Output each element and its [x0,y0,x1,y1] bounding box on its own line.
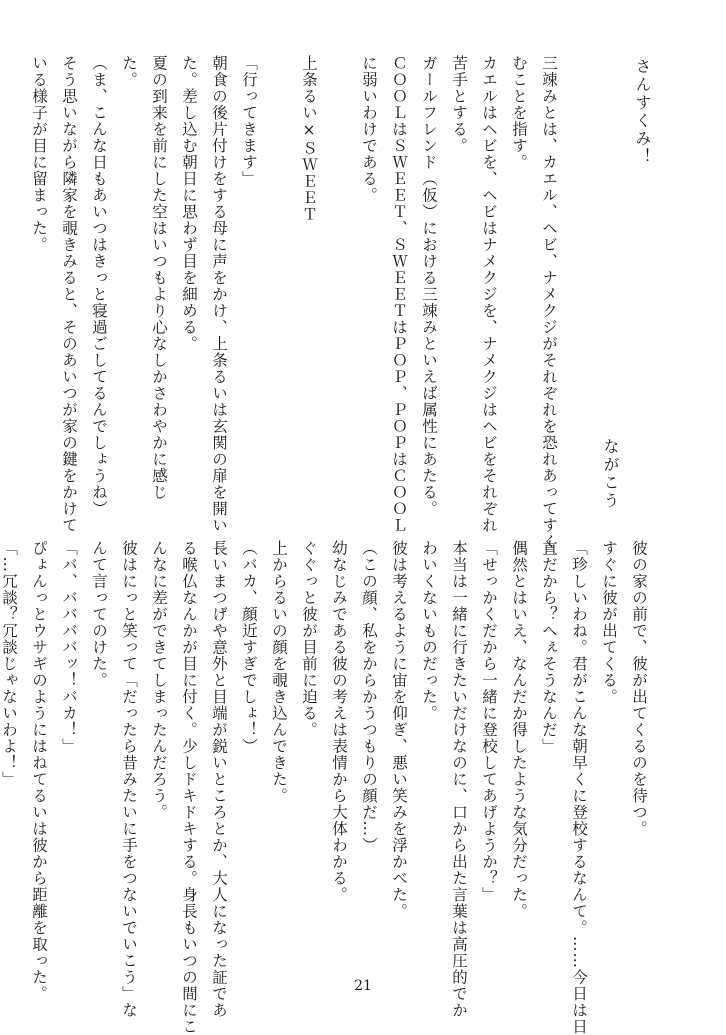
text-line: ぐぐっと彼が目前に迫る。 [300,540,318,738]
text-line: ぴょんっとウサギのようにはねてるいは彼から距離を取った。 [30,540,48,1002]
text-line: そう思いながら隣家を覗きみると、そのあいつが家の鍵をかけて [60,55,78,534]
text-line: 「行ってきます」 [240,55,258,187]
text-line: 彼はにっと笑って「だったら昔みたいに手をつないでいこう」な [120,540,138,1019]
text-line: 「…冗談？冗談じゃないわよ！」 [0,540,18,788]
text-line: 上条るい×ＳＷＥＥＴ [300,55,318,223]
text-line: 三竦みとは、カエル、ヘビ、ナメクジがそれぞれを恐れあってすく [540,55,558,550]
story-title: さんすくみ！ [633,58,652,166]
text-line: わいくないものだった。 [420,540,438,722]
upper-text-block [24,55,654,550]
text-line: 偶然とはいえ、なんだか得したような気分だった。 [510,540,528,920]
text-line: 彼は考えるように宙を仰ぎ、悪い笑みを浮かべた。 [390,540,408,920]
text-line: 朝食の後片付けをする母に声をかけ、上条るいは玄関の扉を開い [210,55,228,534]
text-line: んて言ってのけた。 [90,540,108,689]
text-line [564,55,594,525]
text-line: （バカ、顔近すぎでしょ！） [240,540,258,755]
text-line: に弱いわけである。 [360,55,378,204]
text-line: た。差し込む朝日に思わず目を細める。 [180,55,198,352]
text-line: 上からるいの顔を覗き込んできた。 [270,540,288,804]
text-line: ＣＯＯＬはＳＷＥＥＴ、ＳＷＥＥＴはＰＯＰ、ＰＯＰはＣＯＯＬ [390,55,408,534]
text-line [594,55,624,525]
text-line: る喉仏なんかが目に付く。少しドキドキする。身長もいつの間にこ [180,540,198,1035]
text-line: ガールフレンド（仮）における三竦みといえば属性にあたる。 [420,55,438,517]
text-line: た。 [120,55,138,88]
text-line: むことを指す。 [510,55,528,171]
text-line: んなに差ができてしまったんだろう。 [150,540,168,821]
text-line: 「バ、ババババッ！バカ！」 [60,540,78,755]
text-line: 長いまつげや意外と目端が鋭いところとか、大人になった証であ [210,540,228,1019]
text-line: 「珍しいわね。君がこんな朝早くに登校するなんて。……今日は日 [570,540,588,1035]
text-line: 幼なじみである彼の考えは表情から大体わかる。 [330,540,348,903]
text-line: 直だから？へぇそうなんだ」 [540,540,558,755]
page-number: 21 [354,978,372,994]
text-line: （ま、こんな日もあいつはきっと寝過ごしてるんでしょうね） [90,55,108,517]
text-line: いる様子が目に留まった。 [30,55,48,253]
text-line: 苦手とする。 [450,55,468,154]
text-line [324,55,354,525]
text-line: （この顔、私をからかうつもりの顔だ…） [360,540,378,854]
text-line: すぐに彼が出てくる。 [600,540,618,705]
text-line: 本当は一緒に行きたいだけなのに、口から出た言葉は高圧的でか [450,540,468,1019]
text-line: 夏の到来を前にした空はいつもより心なしかさわやかに感じ [150,55,168,501]
text-line: カエルはヘビを、ヘビはナメクジを、ナメクジはヘビをそれぞれ [480,55,498,534]
text-line: 「せっかくだから一緒に登校してあげようか？」 [480,540,498,903]
text-line [624,55,654,525]
text-line: 彼の家の前で、彼が出てくるのを待つ。 [630,540,648,837]
author-name: ながこう [601,438,620,510]
text-line [264,55,294,525]
